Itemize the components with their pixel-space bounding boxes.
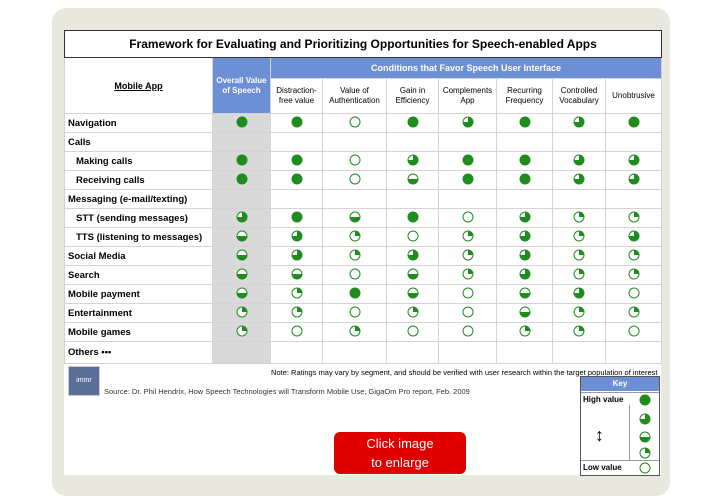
rating-dot-icon [291,120,303,130]
rating-cell [553,114,606,133]
rating-cell [439,209,497,228]
column-header: Controlled Vocabulary [553,79,606,114]
rating-dot-icon [407,215,419,225]
rating-dot-icon [573,253,585,263]
rating-dot-icon [462,215,474,225]
rating-cell [387,323,439,342]
row-label: Search [65,266,213,285]
rating-dot-icon [349,215,361,225]
key-high-label: High value [583,395,624,404]
rating-dot-icon [573,234,585,244]
rating-dot-icon [291,291,303,301]
rating-dot-icon [628,310,640,320]
overall-rating-cell [213,209,271,228]
rating-dot-icon [519,253,531,263]
rating-dot-icon [519,329,531,339]
rating-dot-icon [519,215,531,225]
rating-dot-icon [573,215,585,225]
rating-dot-icon [407,291,419,301]
rating-dot-icon [236,310,248,320]
rating-cell [553,133,606,152]
overall-rating-cell [213,285,271,304]
row-label: TTS (listening to messages) [65,228,213,247]
rating-cell [271,304,323,323]
rating-cell [271,171,323,190]
key-dot-1 [639,447,651,461]
rating-cell [439,228,497,247]
rating-cell [323,209,387,228]
row-label: Calls [65,133,213,152]
key-row-low [581,460,659,475]
overall-rating-cell [213,171,271,190]
rating-dot-icon [349,158,361,168]
rating-dot-icon [462,177,474,187]
row-label: Receiving calls [65,171,213,190]
immr-logo: immr [68,366,100,396]
column-header: Complements App [439,79,497,114]
rating-cell [553,342,606,364]
rating-cell [439,133,497,152]
rating-cell [497,228,553,247]
table-row [65,152,662,171]
rating-cell [439,266,497,285]
table-row [65,342,662,364]
row-label: Navigation [65,114,213,133]
rating-dot-icon [462,120,474,130]
rating-cell [497,323,553,342]
rating-dot-icon [573,272,585,282]
rating-dot-icon [349,253,361,263]
table-row [65,114,662,133]
rating-cell [497,190,553,209]
rating-dot-icon [628,234,640,244]
rating-cell [439,171,497,190]
rating-dot-icon [519,272,531,282]
rating-dot-icon [407,177,419,187]
rating-cell [497,209,553,228]
rating-cell [606,342,662,364]
table-row [65,209,662,228]
rating-cell [323,342,387,364]
rating-dot-icon [519,120,531,130]
rating-cell [497,342,553,364]
rating-dot-icon [236,234,248,244]
rating-dot-icon [291,234,303,244]
rating-dot-icon [407,234,419,244]
rating-cell [387,342,439,364]
rating-dot-icon [291,310,303,320]
button-line-2: to enlarge [371,455,429,470]
rating-dot-icon [628,215,640,225]
overall-rating-cell [213,266,271,285]
rating-cell [271,342,323,364]
rating-dot-icon [462,272,474,282]
overall-rating-cell [213,228,271,247]
rating-cell [323,247,387,266]
rating-dot-icon [236,177,248,187]
rating-cell [323,323,387,342]
table-row [65,133,662,152]
rating-dot-icon [349,291,361,301]
rating-dot-icon [349,272,361,282]
rating-dot-icon [236,120,248,130]
rating-dot-icon [628,158,640,168]
row-label: STT (sending messages) [65,209,213,228]
rating-cell [497,247,553,266]
rating-dot-icon [628,291,640,301]
overall-rating-cell [213,133,271,152]
rating-dot-icon [573,158,585,168]
rating-dot-icon [519,310,531,320]
row-label: Mobile payment [65,285,213,304]
column-header: Distraction-free value [271,79,323,114]
rating-cell [606,114,662,133]
rating-cell [553,266,606,285]
rating-cell [323,114,387,133]
rating-cell [606,152,662,171]
rating-dot-icon [462,310,474,320]
rating-dot-icon [407,158,419,168]
rating-dot-icon [519,291,531,301]
row-label: Entertainment [65,304,213,323]
rating-dot-icon [349,234,361,244]
rating-cell [553,190,606,209]
rating-dot-icon [462,291,474,301]
rating-cell [387,114,439,133]
row-label: Messaging (e-mail/texting) [65,190,213,209]
rating-cell [323,133,387,152]
rating-dot-icon [407,329,419,339]
conditions-header: Conditions that Favor Speech User Interface [271,58,662,79]
rating-cell [271,247,323,266]
key-dot-high [639,394,651,408]
rating-cell [553,247,606,266]
rating-cell [606,285,662,304]
overall-rating-cell [213,323,271,342]
rating-cell [553,323,606,342]
rating-cell [553,285,606,304]
rating-dot-icon [628,272,640,282]
rating-cell [387,247,439,266]
rating-cell [323,228,387,247]
rating-cell [323,190,387,209]
rating-cell [271,228,323,247]
up-down-arrow-icon: ↕ [595,425,604,445]
rating-cell [323,304,387,323]
table-row [65,171,662,190]
rating-cell [387,304,439,323]
rating-dot-icon [349,329,361,339]
rating-dot-icon [291,329,303,339]
rating-dot-icon [291,177,303,187]
rating-dot-icon [519,234,531,244]
key-dot-2 [639,431,651,445]
overall-value-header: Overall Value of Speech [213,58,271,114]
rating-cell [387,133,439,152]
rating-cell [387,266,439,285]
rating-dot-icon [291,158,303,168]
rating-cell [553,209,606,228]
key-divider [629,405,630,461]
rating-dot-icon [291,272,303,282]
click-to-enlarge-button[interactable] [334,432,466,474]
key-title: Key [581,377,659,391]
overall-rating-cell [213,114,271,133]
rating-cell [606,247,662,266]
rating-cell [271,209,323,228]
table-row [65,247,662,266]
rating-dot-icon [291,253,303,263]
rating-cell [271,285,323,304]
rating-cell [606,266,662,285]
rating-dot-icon [407,310,419,320]
rating-cell [553,228,606,247]
rating-cell [387,209,439,228]
rating-dot-icon [573,310,585,320]
rating-dot-icon [407,272,419,282]
row-label: Mobile games [65,323,213,342]
rating-cell [271,190,323,209]
rating-dot-icon [519,158,531,168]
rating-cell [387,285,439,304]
rating-dot-icon [573,177,585,187]
table-row [65,266,662,285]
rating-cell [497,114,553,133]
overall-rating-cell [213,152,271,171]
mobile-app-header: Mobile App [65,58,213,114]
rating-cell [606,133,662,152]
rating-cell [497,266,553,285]
overall-rating-cell [213,190,271,209]
rating-dot-icon [349,177,361,187]
rating-dot-icon [236,329,248,339]
rating-cell [387,228,439,247]
key-dot-3 [639,413,651,427]
rating-dot-icon [349,310,361,320]
rating-cell [606,171,662,190]
rating-dot-icon [628,177,640,187]
rating-cell [497,152,553,171]
rating-dot-icon [236,253,248,263]
row-label: Social Media [65,247,213,266]
rating-dot-icon [291,215,303,225]
rating-cell [387,190,439,209]
overall-rating-cell [213,304,271,323]
rating-cell [323,285,387,304]
rating-cell [439,114,497,133]
rating-cell [387,171,439,190]
rating-cell [271,133,323,152]
overall-rating-cell [213,247,271,266]
table-title: Framework for Evaluating and Prioritizing Opportunities for Speech-enabled Apps [65,31,662,58]
rating-cell [323,152,387,171]
rating-dot-icon [236,291,248,301]
rating-cell [606,228,662,247]
column-header: Unobtrusive [606,79,662,114]
column-header: Value of Authentication [323,79,387,114]
rating-cell [606,323,662,342]
source-citation: Source: Dr. Phil Hendrix, How Speech Technologies will Transform Mobile Use, GigaOm Pro report, Feb. 2009 [104,387,470,396]
table-row [65,228,662,247]
rating-dot-icon [462,234,474,244]
column-header: Gain in Efficiency [387,79,439,114]
key-legend [580,376,660,476]
framework-table [64,30,662,380]
rating-dot-icon [462,253,474,263]
row-label: Others ••• [65,342,213,364]
rating-dot-icon [628,329,640,339]
table-row [65,323,662,342]
rating-cell [271,152,323,171]
rating-dot-icon [236,158,248,168]
table-row [65,285,662,304]
rating-cell [323,171,387,190]
button-line-1: Click image [366,436,434,451]
table-row [65,304,662,323]
rating-cell [271,323,323,342]
rating-cell [497,171,553,190]
key-dot-low [639,462,651,476]
rating-dot-icon [519,177,531,187]
rating-dot-icon [573,291,585,301]
rating-cell [553,152,606,171]
rating-cell [497,304,553,323]
rating-cell [606,304,662,323]
rating-dot-icon [573,120,585,130]
rating-cell [606,190,662,209]
rating-cell [271,266,323,285]
rating-dot-icon [407,253,419,263]
table-row [65,190,662,209]
note-text: Note: Ratings may vary by segment, and should be verified with user research within the target population of interest [271,367,658,377]
rating-cell [439,190,497,209]
rating-cell [439,285,497,304]
rating-dot-icon [573,329,585,339]
rating-cell [439,342,497,364]
key-row-high [581,392,659,407]
rating-dot-icon [236,215,248,225]
overall-rating-cell [213,342,271,364]
rating-dot-icon [462,158,474,168]
row-label: Making calls [65,152,213,171]
rating-dot-icon [628,120,640,130]
rating-cell [553,171,606,190]
rating-cell [553,304,606,323]
rating-cell [606,209,662,228]
rating-cell [323,266,387,285]
rating-cell [387,152,439,171]
rating-dot-icon [236,272,248,282]
rating-dot-icon [349,120,361,130]
rating-dot-icon [628,253,640,263]
rating-cell [439,304,497,323]
rating-cell [497,133,553,152]
rating-cell [439,247,497,266]
rating-cell [497,285,553,304]
rating-cell [439,152,497,171]
column-header: Recurring Frequency [497,79,553,114]
key-low-label: Low value [583,463,622,472]
rating-cell [439,323,497,342]
rating-cell [271,114,323,133]
rating-dot-icon [407,120,419,130]
rating-dot-icon [462,329,474,339]
